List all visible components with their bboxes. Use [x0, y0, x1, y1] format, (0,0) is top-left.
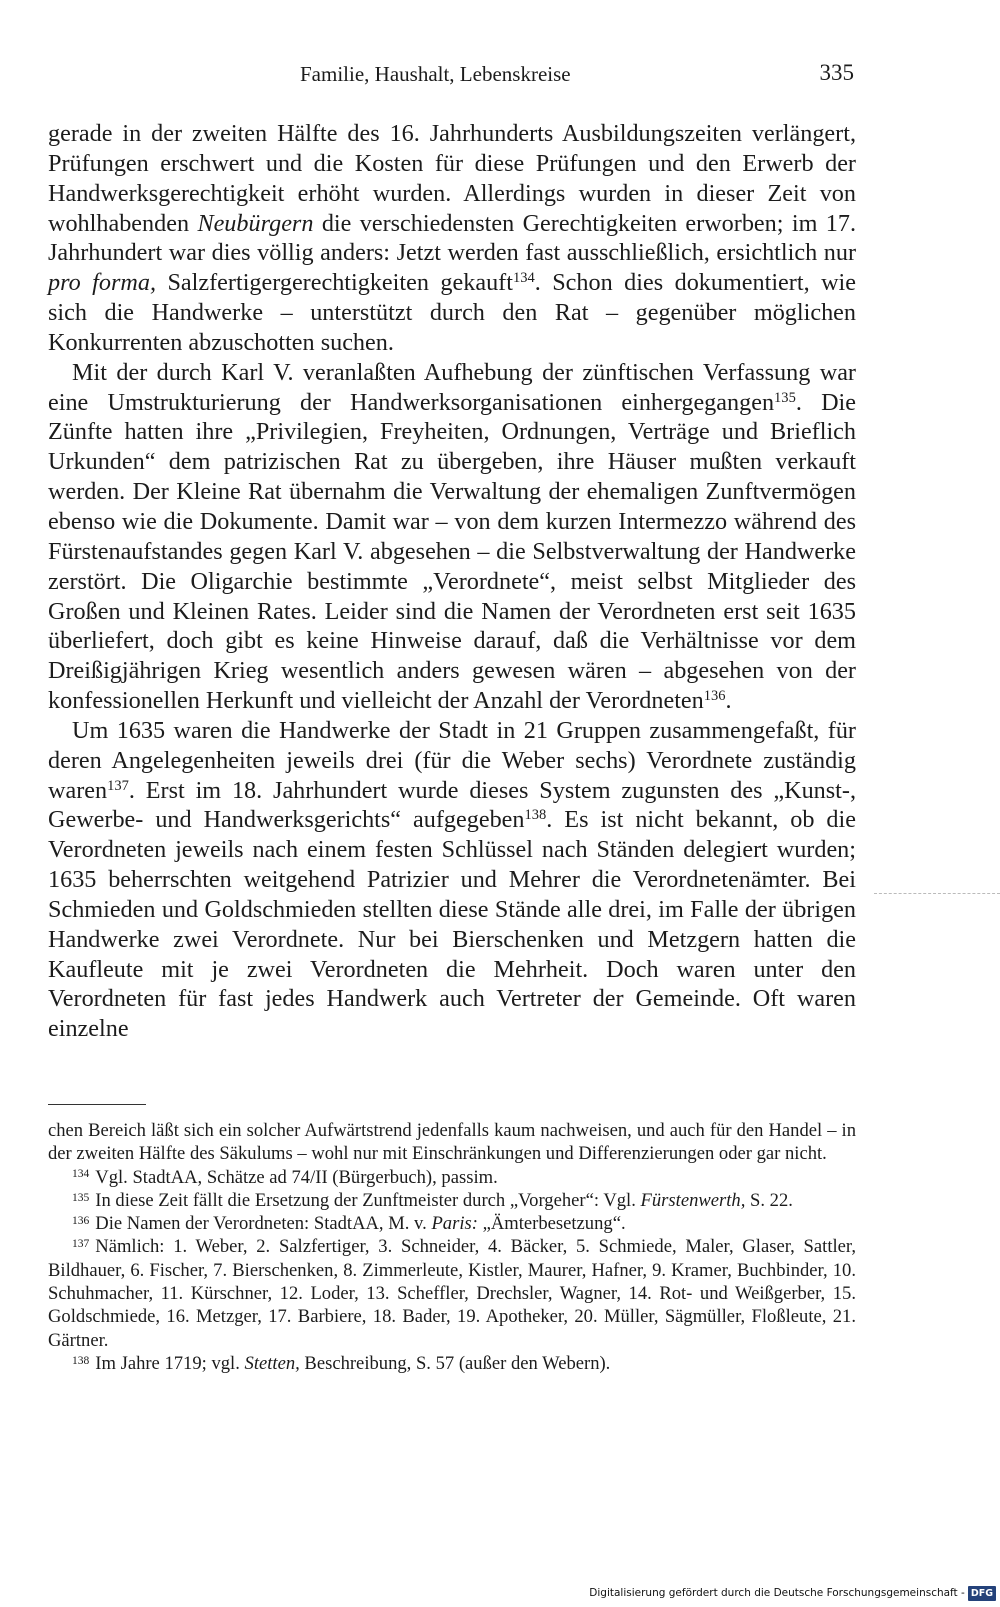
emphasis-neubuergern: Neubürgern	[197, 209, 314, 237]
footnote-137: $^{137}$ Nämlich: 1. Weber, 2. Salzfertiger, 3. Schneider, 4. Bäcker, 5. Schmiede, Maler, Glaser, Sattler, Bildhauer, 6. Fischer, 7. Bierschenken, 8. Zimmerleute, Kistler, Maurer, Hafner, 9. Kramer, Buchbinder, 10. Schuhmacher, 11. Kürschner, 12. Loder, 13. Scheffler, Drechsler, Wagner, 14. Rot- und Weißgerber, 15. Goldschmiede, 16. Metzger, 17. Barbiere, 18. Bader, 19. Apotheker, 20. Müller, Sägmüller, Floßleute, 21. Gärtner.	[48, 1236, 856, 1351]
footnote-ref-137[interactable]: 137	[107, 777, 129, 794]
dfg-logo: DFG	[968, 1586, 996, 1601]
footnote-134: $^{134}$ Vgl. StadtAA, Schätze ad 74/II (Bürgerbuch), passim.	[72, 1166, 498, 1188]
scan-dashed-mark	[874, 893, 1000, 894]
footnote-136: $^{136}$ Die Namen der Verordneten: StadtAA, M. v. Paris: „Ämterbesetzung“.	[72, 1213, 626, 1235]
footnote-ref-134[interactable]: 134	[512, 270, 535, 287]
running-title: Familie, Haushalt, Lebenskreise	[300, 62, 571, 86]
page-number: 335	[819, 60, 854, 85]
footnote-ref-135[interactable]: 135	[774, 389, 796, 406]
credit-text: Digitalisierung gefördert durch die Deutsche Forschungsgemeinschaft -	[589, 1587, 965, 1599]
paragraph-2: Mit der durch Karl V. veranlaßten Aufhebung der zünftischen Verfassung war eine Umstrukturierung der Handwerksorganisationen einhergegangen$^{135}$. Die Zünfte hatten ihre „Privilegien, Freyheiten, Ordnungen, Verträge und Brieflich Urkunden“ dem patrizischen Rat zu übergeben, ihre Häuser mußten verkauft werden. Der Kleine Rat übernahm die Verwaltung der ehemaligen Zunftvermögen ebenso wie die Dokumente. Damit war – von dem kurzen Intermezzo während des Fürstenaufstandes gegen Karl V. abgesehen – die Selbstverwaltung der Handwerke zerstört. Die Oligarchie bestimmte „Verordnete“, meist selbst Mitglieder des Großen und Kleinen Rates. Leider sind die Namen der Verordneten erst seit 1635 überliefert, doch gibt es keine Hinweise darauf, daß die Verhältnisse vor dem Dreißigjährigen Krieg wesentlich anders gewesen wären – abgesehen von der konfessionellen Herkunft und vielleicht der Anzahl der Verordneten$^{136}$.	[48, 358, 856, 715]
footnotes	[48, 1119, 856, 1375]
footnote-138: $^{138}$ Im Jahre 1719; vgl. Stetten, Beschreibung, S. 57 (außer den Webern).	[72, 1352, 611, 1374]
paragraph-3: Um 1635 waren die Handwerke der Stadt in 21 Gruppen zusammengefaßt, für deren Angelegenheiten jeweils drei (für die Weber sechs) Verordnete zuständig waren$^{137}$. Erst im 18. Jahrhundert wurde dieses System zugunsten des „Kunst-, Gewerbe- und Handwerksgerichts“ aufgegeben$^{138}$. Es ist nicht bekannt, ob die Verordneten jeweils nach einem festen Schlüssel nach Ständen delegiert wurden; 1635 beherrschten weitgehend Patrizier und Mehrer die Verordnetenämter. Bei Schmieden und Goldschmieden stellten diese Stände alle drei, im Falle der übrigen Handwerke zwei Verordnete. Nur bei Bierschenken und Metzgern hatten die Kaufleute mit je zwei Verordneten die Mehrheit. Doch waren unter den Verordneten für fast jedes Handwerk auch Vertreter der Gemeinde. Oft waren einzelne	[48, 716, 856, 1043]
main-text	[48, 119, 856, 1044]
footnote-continued: chen Bereich läßt sich ein solcher Aufwärtstrend jedenfalls kaum nachweisen, und auch für den Handel – in der zweiten Hälfte des Säkulums – wohl nur mit Einschränkungen und Differenzierungen oder gar nicht.	[48, 1120, 856, 1165]
paragraph-1: gerade in der zweiten Hälfte des 16. Jahrhunderts Ausbildungszeiten verlängert, Prüfungen erschwert und die Kosten für diese Prüfungen und den Erwerb der Handwerksgerechtigkeit erhöht wurden. Allerdings wurden in dieser Zeit von wohlhabenden Neubürgern die verschiedensten Gerechtigkeiten erworben; im 17. Jahrhundert war dies völlig anders: Jetzt werden fast ausschließlich, ersichtlich nur pro forma, Salzfertigergerechtigkeiten gekauft$^{134}$. Schon dies dokumentiert, wie sich die Handwerke – unterstützt durch den Rat – gegenüber möglichen Konkurrenten abzuschotten suchen.	[48, 120, 857, 356]
running-header	[300, 60, 854, 90]
footnote-ref-136[interactable]: 136	[703, 688, 726, 705]
emphasis-pro-forma: pro forma,	[48, 269, 157, 297]
footnote-ref-138[interactable]: 138	[524, 807, 547, 824]
footnote-135: $^{135}$ In diese Zeit fällt die Ersetzung der Zunftmeister durch „Vorgeher“: Vgl. Fürstenwerth, S. 22.	[72, 1189, 793, 1211]
digitization-credit	[589, 1584, 996, 1602]
footnote-divider	[48, 1104, 146, 1105]
